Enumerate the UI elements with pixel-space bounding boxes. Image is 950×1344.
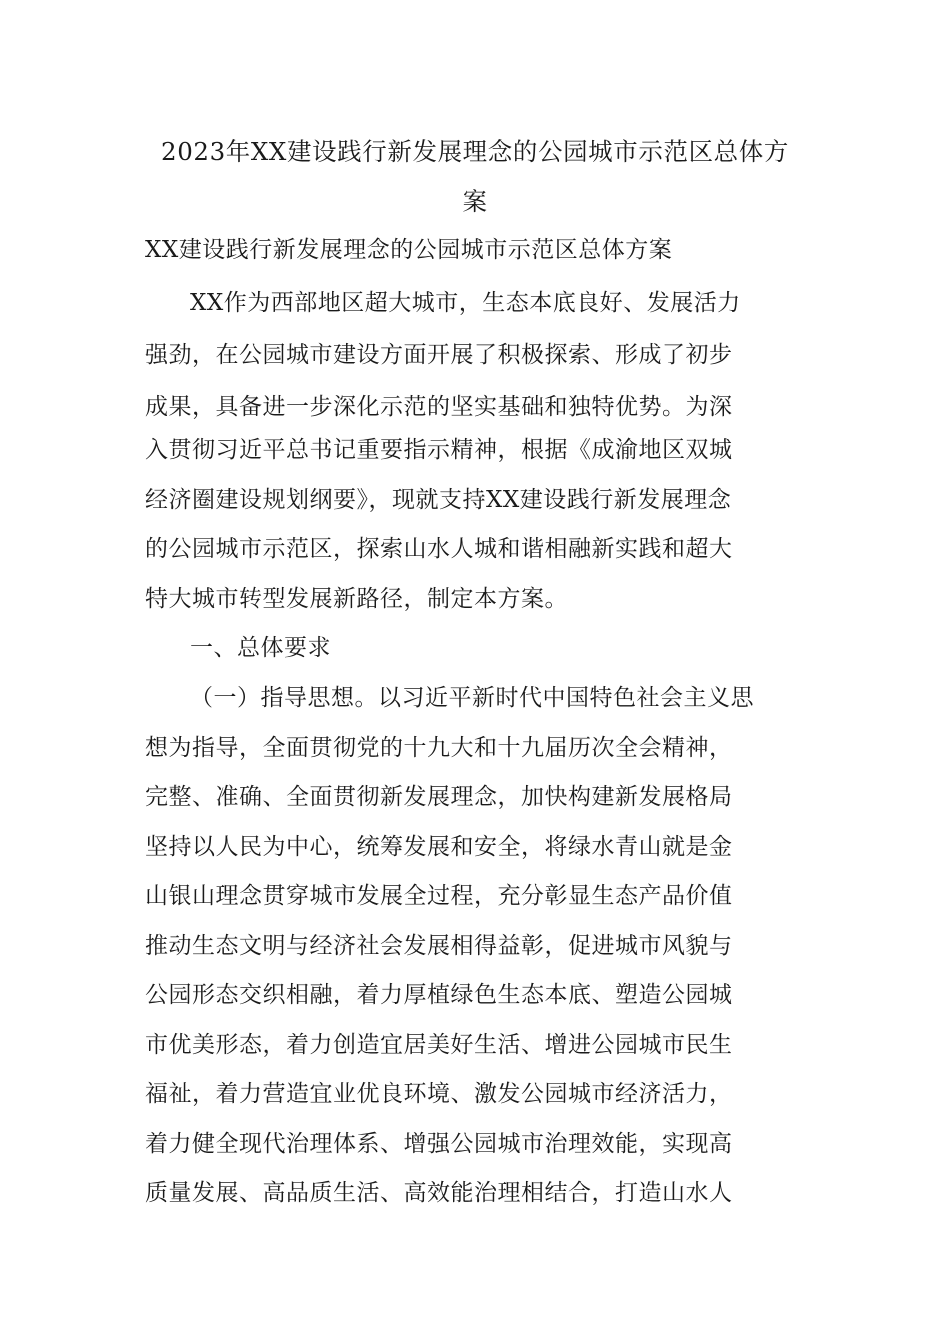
intro-line: 特大城市转型发展新路径，制定本方案。	[145, 586, 568, 612]
body-line: 想为指导，全面贯彻党的十九大和十九届历次全会精神，	[145, 735, 733, 761]
section-heading: 一、总体要求	[190, 635, 331, 661]
intro-line: 的公园城市示范区，探索山水人城和谐相融新实践和超大	[145, 536, 733, 562]
document-title-line-2: 案	[462, 187, 488, 216]
body-line: 推动生态文明与经济社会发展相得益彰，促进城市风貌与	[145, 933, 733, 959]
intro-line: 强劲，在公园城市建设方面开展了积极探索、形成了初步	[145, 342, 733, 368]
intro-line: 成果，具备进一步深化示范的坚实基础和独特优势。为深	[145, 394, 733, 420]
body-line: 市优美形态，着力创造宜居美好生活、增进公园城市民生	[145, 1032, 733, 1058]
document-subtitle: XX建设践行新发展理念的公园城市示范区总体方案	[145, 237, 673, 263]
body-line: 山银山理念贯穿城市发展全过程，充分彰显生态产品价值	[145, 883, 733, 909]
body-line: 坚持以人民为中心，统筹发展和安全，将绿水青山就是金	[145, 834, 733, 860]
body-line: 质量发展、高品质生活、高效能治理相结合，打造山水人	[145, 1180, 733, 1206]
intro-line: XX作为西部地区超大城市，生态本底良好、发展活力	[190, 290, 741, 316]
intro-line: 入贯彻习近平总书记重要指示精神，根据《成渝地区双城	[145, 437, 733, 463]
body-line: 着力健全现代治理体系、增强公园城市治理效能，实现高	[145, 1131, 733, 1157]
body-line: 公园形态交织相融，着力厚植绿色生态本底、塑造公园城	[145, 982, 733, 1008]
body-line: 福祉，着力营造宜业优良环境、激发公园城市经济活力，	[145, 1081, 733, 1107]
document-title-line-1: 2023年XX建设践行新发展理念的公园城市示范区总体方	[161, 137, 789, 166]
body-line: （一）指导思想。以习近平新时代中国特色社会主义思	[190, 685, 754, 711]
body-line: 完整、准确、全面贯彻新发展理念，加快构建新发展格局	[145, 784, 733, 810]
intro-line: 经济圈建设规划纲要》，现就支持XX建设践行新发展理念	[145, 487, 732, 513]
